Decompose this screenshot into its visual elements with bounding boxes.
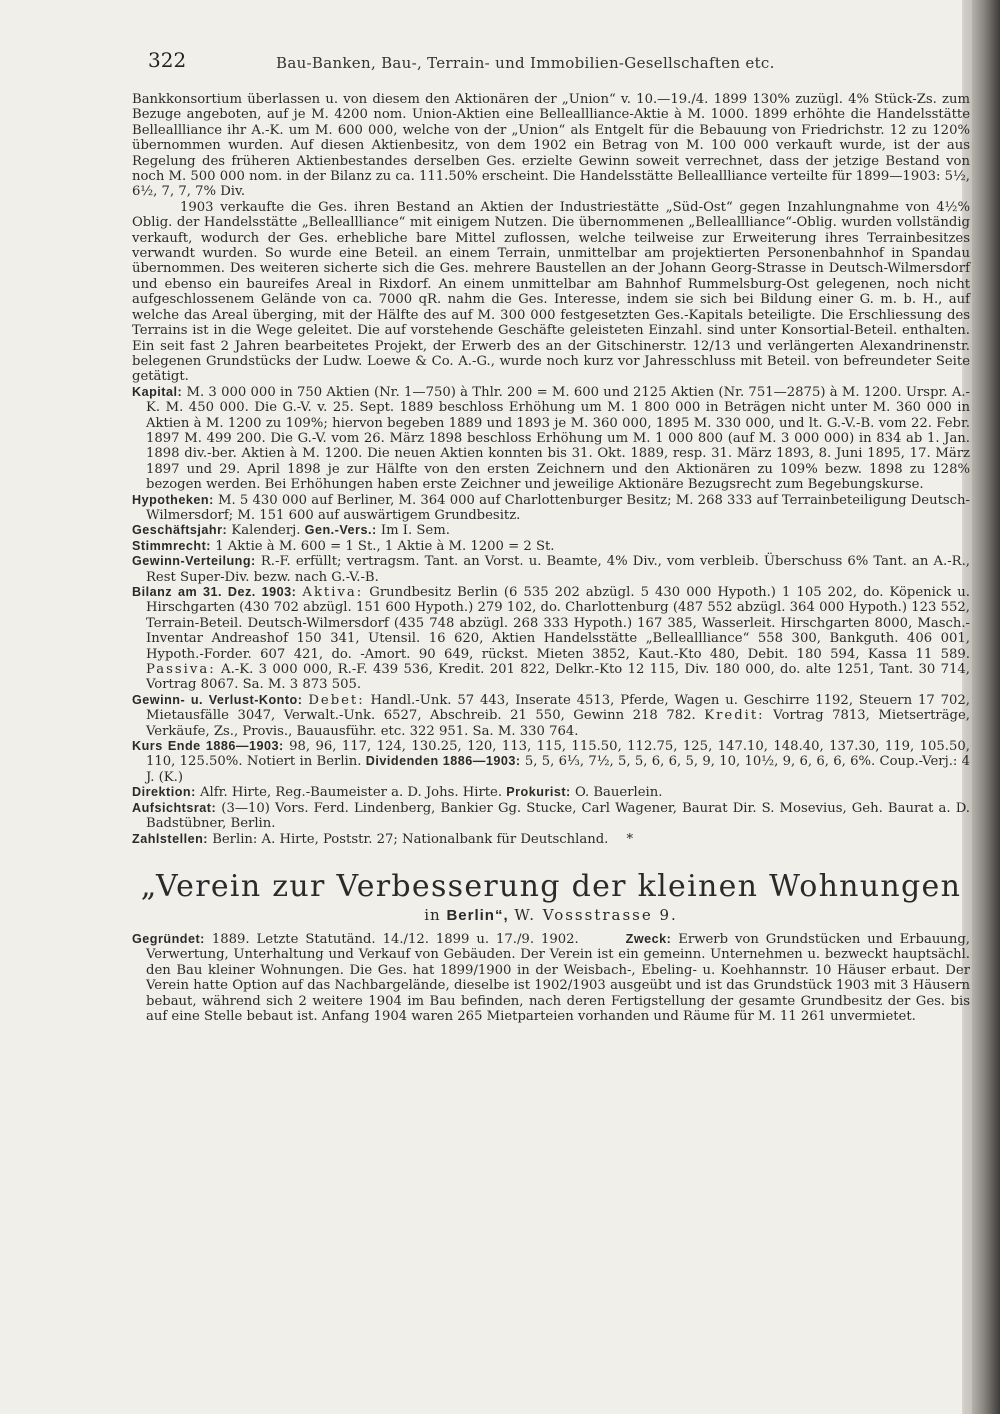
asterisk-mark: *	[626, 831, 634, 847]
field-label: Gewinn- u. Verlust-Konto:	[132, 692, 303, 707]
kredit-label: Kredit:	[704, 708, 765, 724]
field-label: Prokurist:	[506, 785, 571, 800]
company-title: „Verein zur Verbesserung der kleinen Wohnungen	[140, 868, 962, 904]
field-label: Geschäftsjahr:	[132, 523, 228, 538]
field-label: Kurs Ende 1886—1903:	[132, 739, 284, 754]
field-text: Alfr. Hirte, Reg.-Baumeister a. D. Johs. Hirte.	[199, 785, 503, 801]
field-hypotheken	[132, 493, 970, 524]
field-text: R.-F. erfüllt; vertragsm. Tant. an Vorst. u. Beamte, 4% Div., vom verbleib. Überschuss 6% Tant. an A.-R., Rest Super-Div. bezw. nach G.-V.-B.	[146, 554, 970, 585]
field-label: Gegründet:	[132, 931, 205, 946]
field-stimmrecht	[132, 539, 970, 554]
field-text: Vortrag 7813, Mietserträge, Verkäufe, Zs., Provis., Bauausführ. etc. 322 951. Sa. M. 330 764.	[146, 708, 970, 739]
field-text: Grundbesitz Berlin (6 535 202 abzügl. 5 430 000 Hypoth.) 1 105 202, do. Köpenick u. Hirschgarten (430 702 abzügl. 151 600 Hypoth.) 279 102, do. Charlottenburg (487 552 abzügl. 364 000 Hypoth.) 123 552, Terrain-Beteil. Deutsch-Wilmersdorf (435 748 abzügl. 268 333 Hypoth.) 167 385, Wasserleit. Hirschgarten 8000, Masch.-Inventar Andreashof 150 341, Utensil. 16 620, Aktien Handelsstätte „Belleallliance“ 558 300, Bankguth. 406 001, Hypoth.-Forder. 607 421, do. -Amort. 90 649, rückst. Mieten 3852, Kaut.-Kto 480, Debit. 180 594, Kassa 11 589.	[146, 585, 970, 662]
field-text: Im I. Sem.	[380, 523, 450, 539]
address-city: Berlin“,	[446, 906, 509, 924]
field-text: Kalenderj.	[231, 523, 301, 539]
field-label: Gen.-Vers.:	[304, 523, 377, 538]
field-geschaeftsjahr	[132, 523, 970, 538]
field-text: 5, 5, 6⅓, 7½, 5, 5, 6, 6, 5, 9, 10, 10½, 9, 6, 6, 6, 6%. Coup.-Verj.: 4 J. (K.)	[146, 754, 971, 785]
field-kapital	[132, 385, 970, 493]
field-label: Gewinn-Verteilung:	[132, 554, 256, 569]
field-label: Bilanz am 31. Dez. 1903:	[132, 585, 297, 599]
address-street: W. Vossstrasse 9.	[514, 905, 678, 924]
running-title: Bau-Banken, Bau-, Terrain- und Immobilien-Gesellschaften etc.	[276, 54, 775, 72]
field-gegruendet	[132, 932, 970, 1024]
field-text: Erwerb von Grundstücken und Erbauung, Verwertung, Unterhaltung und Verkauf von Gebäuden. Der Verein ist ein gemeinn. Unternehmen u. bezweckt hauptsächl. den Bau kleiner Wohnungen. Die Ges. hat 1899/1900 in der Weisbach-, Ebeling- u. Koehhannstr. 10 Häuser erbaut. Der Verein hatte Option auf das Nachbargelände, dieselbe ist 1902/1903 ausgeübt und ist das Grundstück 1903 mit 3 Häusern bebaut, während sich 2 weitere 1904 im Bau befinden, nach deren Fertigstellung der gesamte Grundbesitz der Ges. bis auf eine Stelle bebaut ist. Anfang 1904 waren 265 Mietparteien vorhanden und Räume für M. 11 261 unvermietet.	[146, 931, 970, 1024]
field-gewinn-verteilung	[132, 554, 970, 585]
passiva-label: Passiva:	[146, 662, 216, 678]
field-label: Dividenden 1886—1903:	[365, 754, 521, 769]
aktiva-label: Aktiva:	[302, 585, 364, 600]
main-text	[132, 92, 970, 1024]
field-text: Handl.-Unk. 57 443, Inserate 4513, Pferde, Wagen u. Geschirre 1192, Steuern 17 702, Mietausfälle 3047, Verwalt.-Unk. 6527, Abschreib. 21 550, Gewinn 218 782.	[146, 692, 970, 724]
field-aufsichtsrat	[132, 801, 970, 832]
field-label: Aufsichtsrat:	[132, 800, 217, 815]
field-label: Zweck:	[625, 931, 672, 946]
field-direktion	[132, 785, 970, 800]
field-label: Hypotheken:	[132, 492, 214, 507]
page-header	[148, 48, 900, 80]
page-number: 322	[148, 48, 187, 72]
field-label: Zahlstellen:	[132, 831, 208, 846]
field-gewinn-verlust	[132, 693, 970, 739]
paragraph: 1903 verkaufte die Ges. ihren Bestand an Aktien der Industriestätte „Süd-Ost“ gegen Inzahlungnahme von 4½% Oblig. der Handelsstätte „Belleallliance“ mit einigem Nutzen. Die übernommenen „Belleallliance“-Oblig. wurden vollständig verkauft, wodurch der Ges. erhebliche bare Mittel zuflossen, welche teilweise zur Erweiterung ihres Terrainbesitzes verwandt wurden. So wurde eine Beteil. an einem Terrain, unmittelbar am projektierten Personenbahnhof in Spandau übernommen. Des weiteren sicherte sich die Ges. mehrere Baustellen an der Johann Georg-Strasse in Deutsch-Wilmersdorf und ebenso ein baureifes Areal in Rixdorf. An einem unmittelbar am Bahnhof Rummelsburg-Ost gelegenen, noch nicht aufgeschlossenem Gelände von ca. 7000 qR. nahm die Ges. Interesse, indem sie sich bei Bildung einer G. m. b. H., auf welche das Areal überging, mit der Hälfte des auf M. 300 000 festgesetzten Ges.-Kapitals beteiligte. Die Erschliessung des Terrains ist in die Wege geleitet. Die auf vorstehende Geschäfte geleisteten Einzahl. sind unter Konsortial-Beteil. enthalten. Ein seit fast 2 Jahren bearbeitetes Projekt, der Erwerb des an der Gitschinerstr. 12/13 und verlängerten Alexandrinenstr. belegenen Grundstücks der Ludw. Loewe & Co. A.-G., wurde noch kurz vor Jahresschluss mit Beteil. von befreundeter Seite getätigt.	[132, 199, 970, 385]
field-text: O. Bauerlein.	[574, 785, 663, 801]
field-kurs	[132, 739, 970, 785]
field-label: Stimmrecht:	[132, 538, 211, 553]
paragraph: Bankkonsortium überlassen u. von diesem den Aktionären der „Union“ v. 10.—19./4. 1899 130% zuzügl. 4% Stück-Zs. zum Bezuge angeboten, auf je M. 4200 nom. Union-Aktien eine Belleallliance-Aktie à M. 1000. 1899 erhöhte die Handelsstätte Belleallliance ihr A.-K. um M. 600 000, welche von der „Union“ als Entgelt für die Bebauung von Friedrichstr. 12 zu 120% übernommen wurden. Auf diesen Aktienbesitz, von dem 1902 ein Betrag von M. 100 000 verkauft wurde, ist der aus Regelung des früheren Aktienbestandes derselben Ges. erzielte Gewinn soweit verrechnet, dass der jetzige Bestand von noch M. 500 000 nom. in der Bilanz zu ca. 111.50% erscheint. Die Handelsstätte Belleallliance verteilte für 1899—1903: 5½, 6½, 7, 7, 7% Div.	[132, 92, 970, 200]
company-address	[132, 905, 970, 926]
field-text: M. 3 000 000 in 750 Aktien (Nr. 1—750) à Thlr. 200 = M. 600 und 2125 Aktien (Nr. 751—2875) à M. 1200. Urspr. A.-K. M. 450 000. Die G.-V. v. 25. Sept. 1889 beschloss Erhöhung um M. 1 800 000 in Beträgen nicht unter M. 360 000 in Aktien à M. 1200 zu 109%; hiervon begeben 1889 und 1893 je M. 360 000, 1895 M. 330 000, und lt. G.-V.-B. vom 22. Febr. 1897 M. 499 200. Die G.-V. vom 26. März 1898 beschloss Erhöhung um M. 1 000 800 (auf M. 3 000 000) in 834 ab 1. Jan. 1898 div.-ber. Aktien à M. 1200. Die neuen Aktien konnten bis 31. Okt. 1889, resp. 31. März 1893, 8. Juni 1895, 17. März 1897 und 29. April 1898 je zur Hälfte von den ersten Zeichnern und den Aktionären zu 109% bezw. 1898 zu 128% bezogen werden. Bei Erhöhungen haben erste Zeichner und jeweilige Aktionäre Bezugsrecht zum Begebungskurse.	[146, 384, 970, 493]
debet-label: Debet:	[308, 692, 365, 708]
field-bilanz	[132, 585, 970, 693]
field-text: 1 Aktie à M. 600 = 1 St., 1 Aktie à M. 1200 = 2 St.	[215, 538, 555, 554]
field-label: Kapital:	[132, 384, 183, 399]
field-text: Berlin: A. Hirte, Poststr. 27; Nationalbank für Deutschland.	[212, 831, 609, 847]
field-text: 1889. Letzte Statutänd. 14./12. 1899 u. 17./9. 1902.	[211, 931, 579, 947]
field-text: (3—10) Vors. Ferd. Lindenberg, Bankier Gg. Stucke, Carl Wagener, Baurat Dir. S. Mosevius, Geh. Baurat a. D. Badstübner, Berlin.	[146, 800, 970, 832]
address-prefix: in	[424, 905, 441, 924]
field-text: M. 5 430 000 auf Berliner, M. 364 000 auf Charlottenburger Besitz; M. 268 333 auf Terrainbeteiligung Deutsch-Wilmersdorf; M. 151 600 auf auswärtigem Grundbesitz.	[146, 492, 970, 523]
field-label: Direktion:	[132, 785, 196, 800]
field-zahlstellen	[132, 832, 970, 847]
field-text: A.-K. 3 000 000, R.-F. 439 536, Kredit. 201 822, Delkr.-Kto 12 115, Div. 180 000, do. alte 1251, Tant. 30 714, Vortrag 8067. Sa. M. 3 873 505.	[146, 662, 970, 693]
field-text: 98, 96, 117, 124, 130.25, 120, 113, 115, 115.50, 112.75, 125, 147.10, 148.40, 137.30, 119, 105.50, 110, 125.50%. Notiert in Berlin.	[146, 739, 970, 770]
